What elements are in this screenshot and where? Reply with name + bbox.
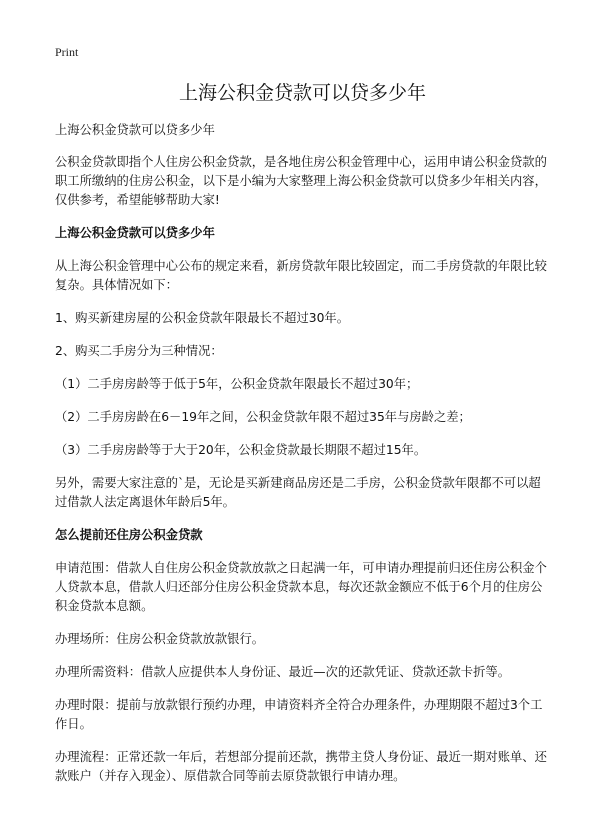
print-label: Print — [55, 45, 79, 59]
loan-term-paragraph-7: 另外，需要大家注意的`是，无论是买新建商品房还是二手房，公积金贷款年限都不可以超过借款人法定离退休年龄后5年。 — [55, 476, 541, 509]
loan-term-paragraph-6: （3）二手房房龄等于大于20年，公积金贷款最长期限不超过15年。 — [55, 443, 427, 457]
loan-term-paragraph-5: （2）二手房房龄在6－19年之间，公积金贷款年限不超过35年与房龄之差； — [55, 410, 471, 424]
loan-term-paragraph-3: 2、购买二手房分为三种情况： — [55, 344, 223, 358]
section-heading-early-repayment: 怎么提前还住房公积金贷款 — [55, 528, 203, 542]
early-repayment-paragraph-3: 办理所需资料：借款人应提供本人身份证、最近—次的还款凭证、贷款还款卡折等。 — [55, 665, 510, 679]
loan-term-paragraph-4: （1）二手房房龄等于低于5年，公积金贷款年限最长不超过30年； — [55, 377, 419, 391]
document-page — [55, 44, 550, 800]
early-repayment-paragraph-1: 申请范围：借款人自住房公积金贷款放款之日起满一年，可申请办理提前归还住房公积金个人贷款本息，借款人归还部分住房公积金贷款本息，每次还款金额应不低于6个月的住房公积金贷款本息额。 — [55, 561, 547, 613]
early-repayment-paragraph-2: 办理场所：住房公积金贷款放款银行。 — [55, 632, 265, 646]
loan-term-paragraph-1: 从上海公积金管理中心公布的规定来看，新房贷款年限比较固定，而二手房贷款的年限比较复杂。具体情况如下： — [55, 259, 547, 292]
document-subtitle: 上海公积金贷款可以贷多少年 — [55, 123, 215, 137]
section-heading-loan-term: 上海公积金贷款可以贷多少年 — [55, 226, 215, 240]
intro-paragraph: 公积金贷款即指个人住房公积金贷款，是各地住房公积金管理中心，运用申请公积金贷款的职工所缴纳的住房公积金，以下是小编为大家整理上海公积金贷款可以贷多少年相关内容，仅供参考，希望能够帮助大家! — [55, 155, 547, 207]
early-repayment-paragraph-4: 办理时限：提前与放款银行预约办理，申请资料齐全符合办理条件，办理期限不超过3个工作日。 — [55, 698, 543, 731]
document-title: 上海公积金贷款可以贷多少年 — [178, 82, 426, 104]
early-repayment-paragraph-5: 办理流程：正常还款一年后，若想部分提前还款，携带主贷人身份证、最近一期对账单、还款账户（并存入现金）、原借款合同等前去原贷款银行申请办理。 — [55, 750, 547, 783]
loan-term-paragraph-2: 1、购买新建房屋的公积金贷款年限最长不超过30年。 — [55, 311, 350, 325]
